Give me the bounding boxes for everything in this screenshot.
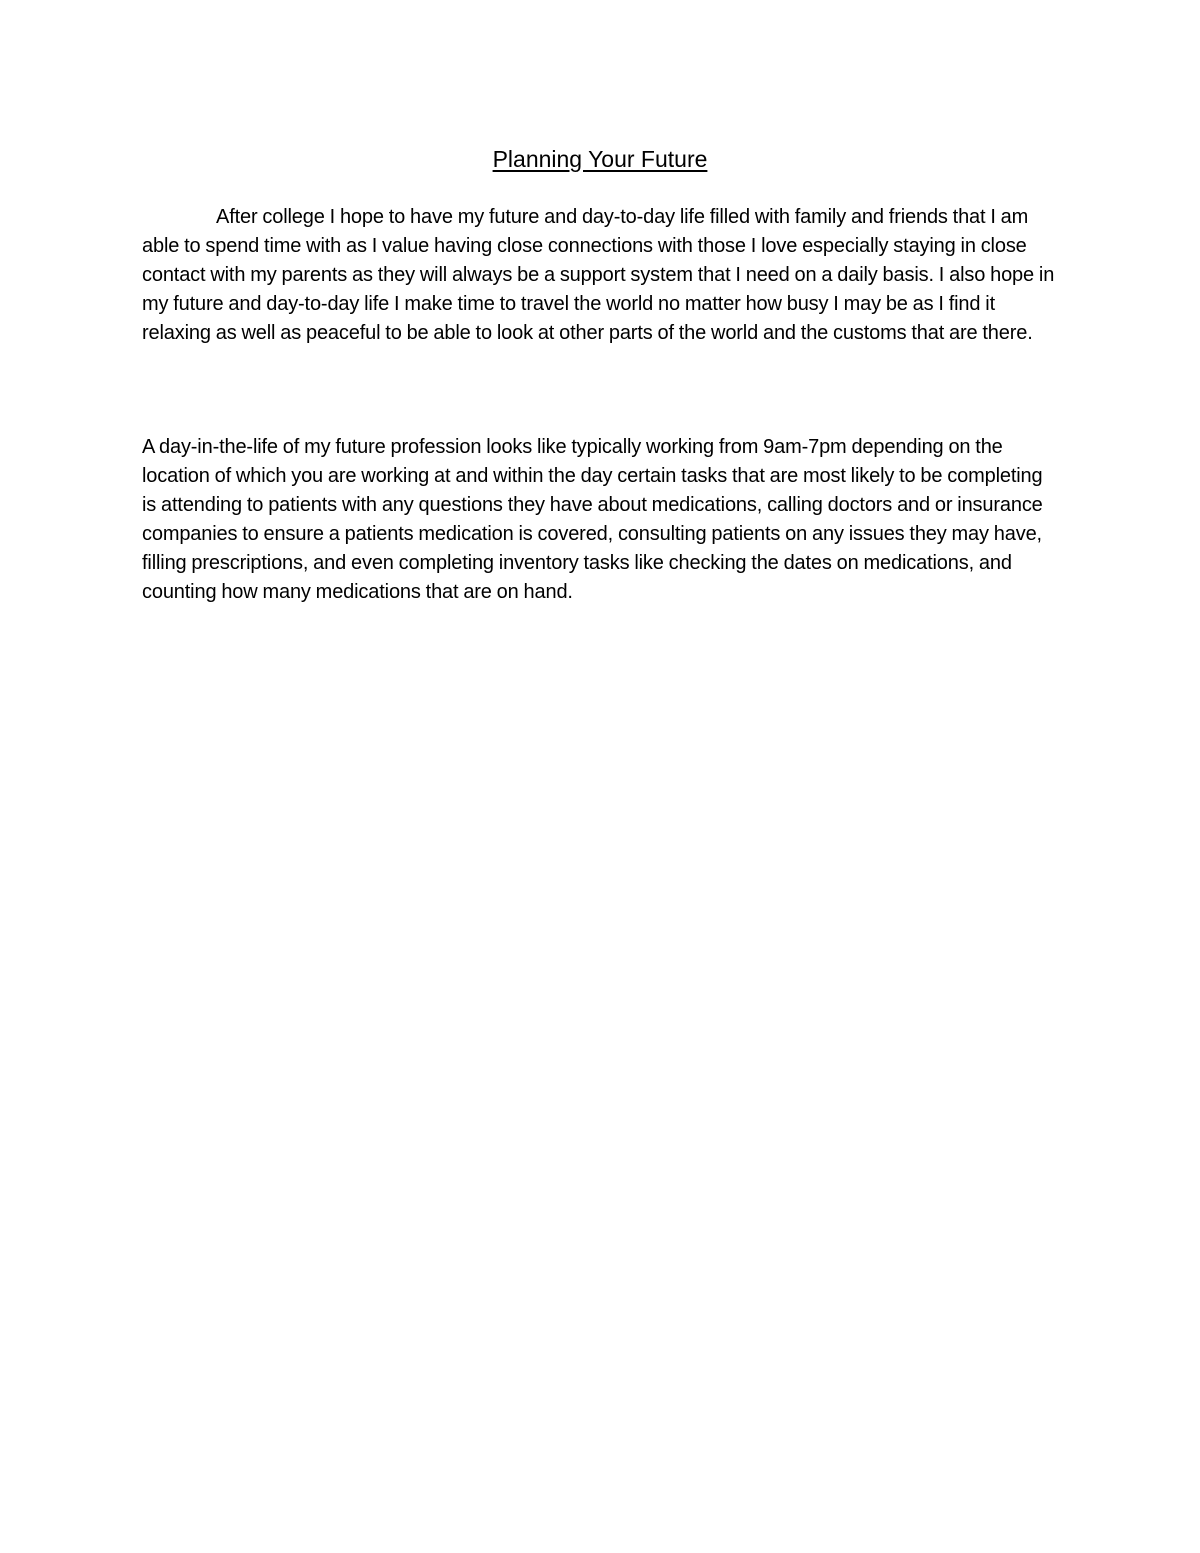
document-title-text: Planning Your Future bbox=[492, 146, 708, 172]
paragraph-after-college: After college I hope to have my future and day-to-day life filled with family and friends that I am able to spend time with as I value having close connections with those I love especially staying in close contact with my parents as they will always be a support system that I need on a daily basis. I also hope in my future and day-to-day life I make time to travel the world no matter how busy I may be as I find it relaxing as well as peaceful to be able to look at other parts of the world and the customs that are there. bbox=[142, 206, 1055, 344]
paragraph-day-in-the-life: A day-in-the-life of my future profession looks like typically working from 9am-7pm depending on the location of which you are working at and within the day certain tasks that are most likely to be completing is attending to patients with any questions they have about medications, calling doctors and or insurance companies to ensure a patients medication is covered, consulting patients on any issues they may have, filling prescriptions, and even completing inventory tasks like checking the dates on medications, and counting how many medications that are on hand. bbox=[142, 436, 1043, 603]
document-title bbox=[0, 142, 1200, 176]
